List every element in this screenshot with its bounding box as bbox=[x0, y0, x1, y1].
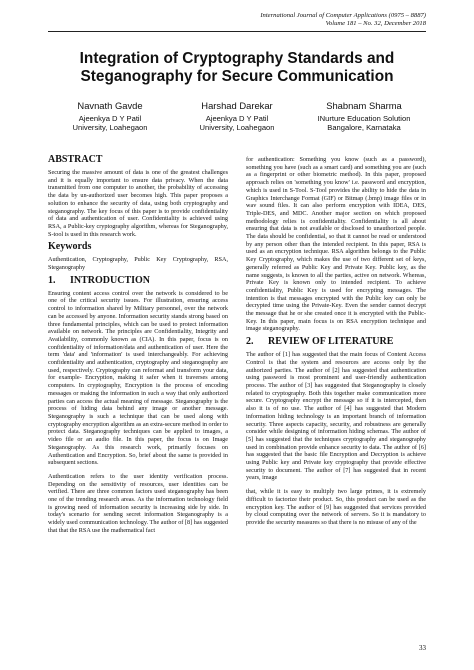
author-name: Navnath Gavde bbox=[77, 100, 143, 111]
author-3 bbox=[302, 100, 426, 133]
author-affiliation: Ajeenkya D Y Patil bbox=[78, 114, 142, 123]
right-column bbox=[246, 156, 426, 530]
author-affiliation: Ajeenkya D Y Patil bbox=[205, 114, 269, 123]
journal-name: International Journal of Computer Applications (0975 – 8887) bbox=[260, 12, 426, 19]
section-title: INTRODUCTION bbox=[70, 274, 151, 286]
journal-header bbox=[260, 12, 426, 28]
intro-paragraph-1: Ensuring content access control over the network is considered to be one of the critical security issues. For illustration, ensuring access control to information shared by Military personnel, over the network can be accessed by anyone. Information security stands strong based on three fundamental principles, which can be used to protect information available on network. The principles are Confidentiality, Integrity and Availability, commonly known as (CIA). In this paper, focus is on confidentiality of information/data and authentication of user. Here the term 'data' and 'information' is used interchangeably. For achieving confidentiality and authentication, cryptography and steganography are used, respectively. Cryptography can reformat and transform your data, for example- Encryption, making it safer when it traverses among computers. In cryptography, Encryption is the process of encoding messages or making the information in such a way that only authorized parties can access the actual meaning of message. Steganography is the process of hiding data behind any image or another message. Steganography is such a technique that can be used along with cryptography encryption algorithm as an extra-secure method in order to protect data. Steganography techniques can be applied to images, a video file or an audio file. In this paper, the focus is on Image Steganography. As this research work, primarily focuses on Authentication and Encryption. So, brief about the same is provided in subsequent sections. bbox=[48, 289, 228, 467]
section-title: REVIEW OF LITERATURE bbox=[268, 336, 394, 348]
author-affiliation-location: University, Loahegaon bbox=[72, 123, 148, 133]
author-name: Harshad Darekar bbox=[201, 100, 273, 111]
review-paragraph: The author of [1] has suggested that the main focus of Content Access Control is that the system and resources are access only by the authorized parties. The author of [2] has suggested that authentication using password is most prominent and user-friendly authentication process. The author of [3] has suggested that Steganography is closely related to cryptography. Both this together make communication more secure. Cryptography encrypt the message so if it is intercepted, then also it is of no use. The author of [4] has suggested that Modern information hiding technology is an important branch of information security. Three aspects capacity, security, and robustness are generally consider while designing of information hiding schemas. The author of [5] has suggested that the techniques cryptography and steganography used in combination provide enhance security to data. The author of [6] has suggested that the basic file Encryption and Decryption is achieve using Public key and Private key cryptography that provide effective security to document. The author of [7] has suggested that in recent years, image bbox=[246, 351, 426, 482]
author-affiliation-location: Bangalore, Karnataka bbox=[327, 123, 401, 133]
abstract-text: Securing the massive amount of data is one of the greatest challenges and it is equally important to ensure data privacy. When the data transmitted from one computer to another, the probability of accessing the data by un-authorized user becomes high. This paper proposes a solution to enhance the security of data, using both cryptography and steganography. The key focus of this paper is to provide confidentiality of data and authentication of user. Confidentiality is achieved using RSA, a Public-key cryptography algorithm, whereas for Steganography, S-tool is used in this research work. bbox=[48, 169, 228, 238]
paper-title: Integration of Cryptography Standards and Steganography for Secure Communication bbox=[79, 50, 395, 85]
volume-info: Volume 181 – No. 32, December 2018 bbox=[325, 20, 426, 27]
page-number: 33 bbox=[419, 644, 426, 652]
keywords-heading: Keywords bbox=[48, 241, 92, 253]
author-name: Shabnam Sharma bbox=[326, 100, 402, 111]
header-rule bbox=[48, 31, 426, 32]
section-number: 2. bbox=[246, 336, 254, 348]
intro-paragraph-2: Authentication refers to the user identity verification process. Depending on the sensitivity of resources, user identities can be verified. There are three common factors used steganography has been one of the trending research areas. As the information technology field is growing need of information security is increasing side by side. In today's scenario for sending secret information Steganography is a widely used communication technology. The author of [8] has suggested that that the RSA use the mathematical fact bbox=[48, 472, 228, 534]
review-heading bbox=[246, 336, 426, 348]
left-column bbox=[48, 152, 228, 538]
author-2 bbox=[175, 100, 299, 133]
keywords-text: Authentication, Cryptography, Public Key Cryptography, RSA, Steganography bbox=[48, 256, 228, 272]
intro-heading bbox=[48, 275, 228, 287]
right-paragraph-1: for authentication: Something you know (such as a password), something you have (such as a smart card) and something you are (such as a fingerprint or other biometric method). In this paper, proposed approach relies on 'something you know' i.e. password and encryption, which is used in S-Tool. S-Tool provides the ability to hide the data in Graphics Interchange Format (GIF) or Bitmap (.bmp) image files or in wav sound files. It can also perform encryption with IDEA, DES, Triple-DES, and MDC. Another major section on which proposed methodology relies is confidentiality. Confidentiality is all about ensuring that data is not available or disclosed to unauthorized people. The data should be confidential, so that it cannot be read or understood by any person other than the intended recipient. In this paper, RSA is used as an encryption technique. RSA algorithm belongs to the Public Key Cryptography, which makes the use of two different set of keys, generally referred as Public Key and Private Key. Public key, as the name suggests, is known to all the parties, active on network. Whereas, Private Key is known only to intended recipient. To achieve confidentiality, Public Key is used for encrypting messages. The intention is that messages encrypted with the Public key can only be decrypted time using the Private-Key. Even the sender cannot decrypt the message that he or she created once it is encrypted with the Public-Key. In this paper, main focus is on RSA encryption technique and image steganography. bbox=[246, 156, 426, 333]
author-1 bbox=[48, 100, 172, 133]
author-block bbox=[48, 100, 426, 133]
author-affiliation-location: University, Loahegaon bbox=[199, 123, 275, 133]
section-number: 1. bbox=[48, 274, 56, 286]
right-paragraph-3: that, while it is easy to multiply two large primes, it is extremely difficult to factorize their product. So, this product can be used as the encryption key. The author of [9] has suggested that services provided by cloud computing over the network of servers. So it is mandatory to provide the security measures so that there is no misuse of any of the bbox=[246, 488, 426, 526]
author-affiliation: INurture Education Solution bbox=[317, 114, 411, 123]
abstract-heading: ABSTRACT bbox=[48, 154, 103, 165]
